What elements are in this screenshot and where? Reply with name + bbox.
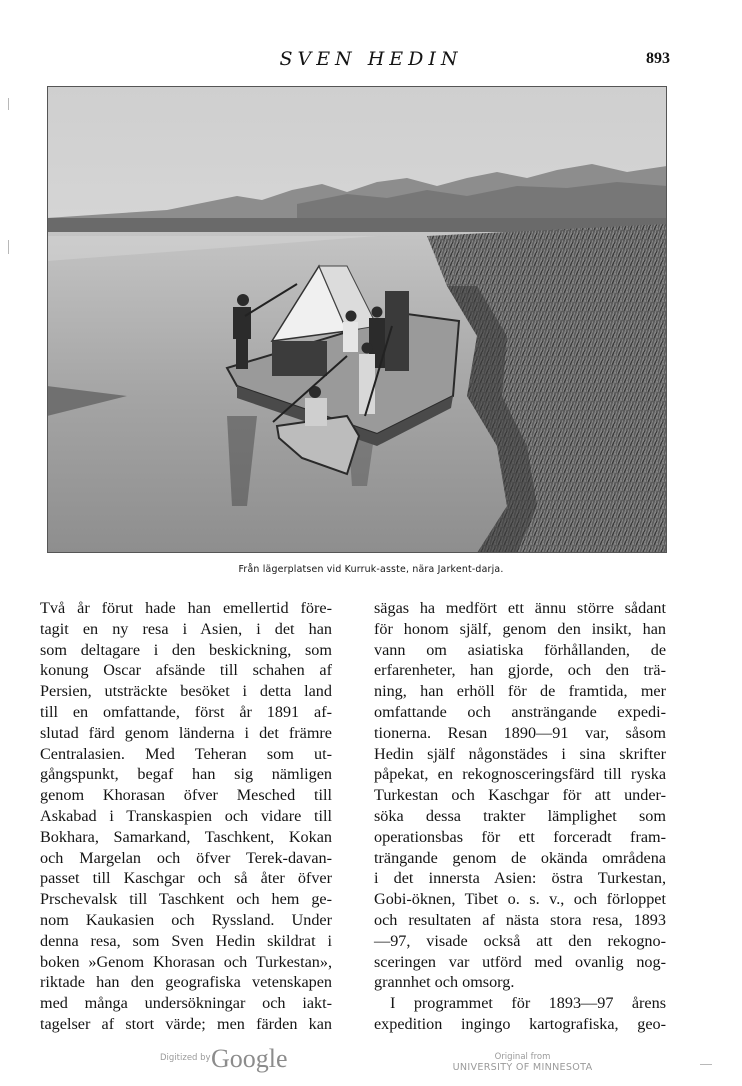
text-column-left [40, 598, 332, 1035]
page-number: 893 [646, 50, 670, 67]
text-line: expedition ingingo kartografiska, geo- [374, 1014, 666, 1033]
text-line: —97, visade också att den rekogno- [374, 931, 666, 950]
text-line: Persien, utsträckte besöket i detta land [40, 682, 332, 701]
text-line: påpekat, en rekognosceringsfärd till ryska [374, 765, 666, 784]
text-line: Två år förut hade han emellertid före- [40, 599, 332, 617]
text-line: för honom själf, genom den insikt, han [374, 619, 666, 638]
running-title: SVEN HEDIN [279, 48, 463, 70]
text-line: Hedin själf någonstädes i sina skrifter [374, 744, 666, 763]
digitized-by-label: Digitized by [160, 1053, 211, 1063]
photograph-boats-on-river [47, 86, 667, 553]
scan-artifact [700, 1064, 712, 1065]
text-line: konung Oscar afsände till schahen af [40, 661, 332, 680]
text-line: Askabad i Transkaspien och vidare till [40, 806, 332, 825]
text-line: tionerna. Resan 1890—91 var, såsom [374, 723, 666, 742]
text-line: sägas ha medfört ett ännu större sådant [374, 599, 666, 617]
text-line: slutad färd genom länderna i det främre [40, 723, 332, 742]
text-line: i det innersta Asien: östra Turkestan, [374, 869, 666, 888]
text-line: boken »Genom Khorasan och Turkestan», [40, 952, 332, 971]
text-line: tagelser af stort värde; men färden kan [40, 1014, 332, 1033]
original-from-label: Original from [494, 1052, 551, 1062]
text-line: vann om asiatiska förhållanden, de [374, 640, 666, 659]
text-line: Turkestan och Kaschgar för att under- [374, 786, 666, 805]
text-line: denna resa, som Sven Hedin skildrat i [40, 931, 332, 950]
text-line: Bokhara, Samarkand, Taschkent, Kokan [40, 827, 332, 846]
text-line: och resultaten af nästa stora resa, 1893 [374, 910, 666, 929]
text-line: genom Khorasan öfver Mesched till [40, 786, 332, 805]
text-column-right [374, 598, 666, 1035]
text-line: Gobi-öknen, Tibet o. s. v., och förloppet [374, 890, 666, 909]
google-logo: Google [211, 1044, 288, 1073]
institution-label: UNIVERSITY OF MINNESOTA [452, 1062, 593, 1073]
figure-caption: Från lägerplatsen vid Kurruk-asste, nära Jarkent-darja. [238, 564, 504, 575]
text-line: riktade han den geografiska vetenskapen [40, 973, 332, 992]
text-line: passet till Kaschgar och så åter öfver [40, 869, 332, 888]
text-line: trängande genom de okända områdena [374, 848, 666, 867]
text-line: med många undersökningar och iakt- [40, 994, 332, 1013]
text-line: sceringen var utförd med ovanlig nog- [374, 952, 666, 971]
text-line: grannhet och omsorg. [374, 973, 515, 992]
text-line: gångspunkt, begaf han sig nämligen [40, 765, 332, 784]
text-line: söka dessa trakter lämplighet som [374, 806, 666, 825]
text-line: till en omfattande, först år 1891 af- [40, 702, 332, 721]
text-line: operationsbas för ett forceradt fram- [374, 827, 666, 846]
text-line: och Margelan och öfver Terek-davan- [40, 848, 332, 867]
text-line: Centralasien. Med Teheran som ut- [40, 744, 332, 763]
text-line: som deltagare i den beskickning, som [40, 640, 332, 659]
text-line: erfarenheter, han gjorde, och den trä- [374, 661, 666, 680]
scan-artifact [8, 98, 9, 110]
text-line: omfattande och ansträngande expedi- [374, 702, 666, 721]
original-from-notice [450, 1052, 595, 1073]
text-line: Prschevalsk till Taschkent och hem ge- [40, 890, 332, 909]
text-line: ning, han erhöll för de framtida, mer [374, 682, 666, 701]
scan-artifact [8, 240, 9, 254]
text-line: tagit en ny resa i Asien, i det han [40, 619, 332, 638]
text-line: nom Kaukasien och Ryssland. Under [40, 910, 332, 929]
text-line: I programmet för 1893—97 årens [390, 994, 666, 1013]
